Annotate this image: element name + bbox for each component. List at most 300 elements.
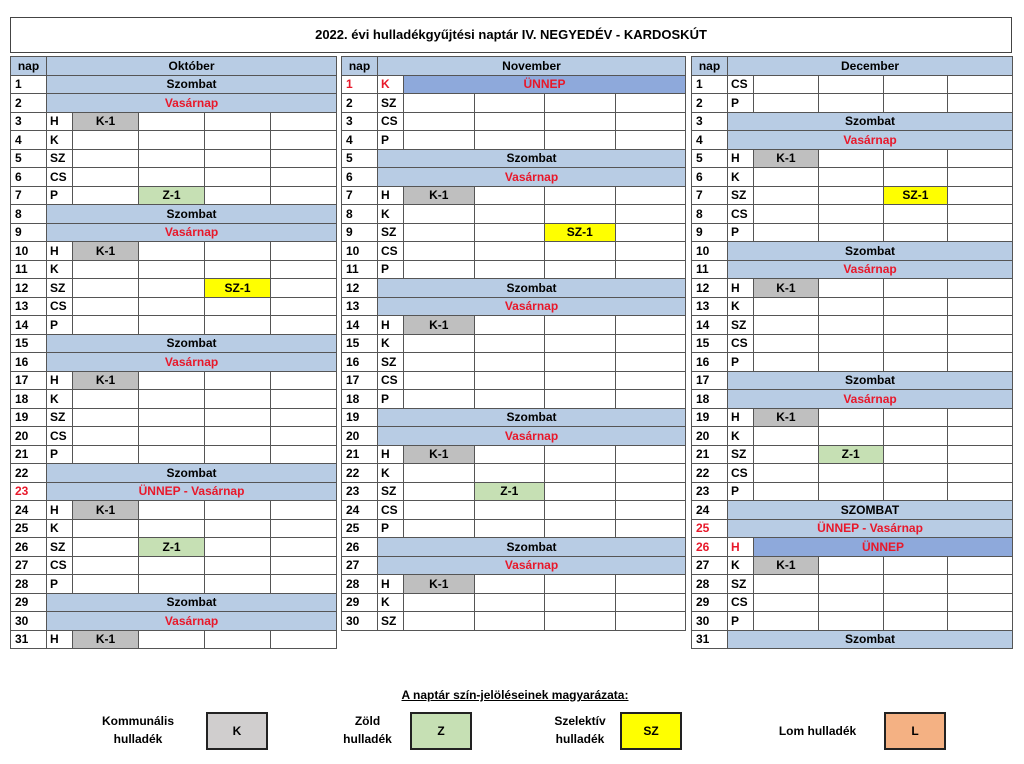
day-row: [342, 445, 686, 464]
empty-cell: [73, 556, 139, 575]
weekday-code: SZ: [378, 482, 404, 501]
day-banner: Szombat: [728, 242, 1013, 261]
collection-z: Z-1: [139, 538, 205, 557]
day-row: [342, 149, 686, 168]
day-number: 5: [11, 149, 47, 168]
day-row: [342, 205, 686, 224]
empty-cell: [73, 149, 139, 168]
month-name: November: [378, 57, 686, 76]
day-row: [342, 353, 686, 372]
day-row: [692, 501, 1013, 520]
day-number: 30: [692, 612, 728, 631]
empty-cell: [271, 168, 337, 187]
day-number: 19: [11, 408, 47, 427]
empty-cell: [754, 94, 819, 113]
empty-cell: [545, 112, 616, 131]
day-number: 29: [342, 593, 378, 612]
empty-cell: [271, 501, 337, 520]
day-row: [692, 149, 1013, 168]
empty-cell: [73, 260, 139, 279]
empty-cell: [615, 353, 686, 372]
legend-label-line: Zöld: [354, 714, 381, 728]
day-row: [692, 538, 1013, 557]
empty-cell: [818, 149, 883, 168]
empty-cell: [883, 316, 948, 335]
empty-cell: [545, 186, 616, 205]
header-nap: nap: [11, 57, 47, 76]
day-number: 6: [11, 168, 47, 187]
day-row: [11, 501, 337, 520]
empty-cell: [948, 575, 1013, 594]
day-number: 14: [342, 316, 378, 335]
empty-cell: [615, 186, 686, 205]
empty-cell: [615, 260, 686, 279]
day-banner: Szombat: [47, 75, 337, 94]
day-row: [692, 186, 1013, 205]
weekday-code: H: [728, 408, 754, 427]
empty-cell: [139, 371, 205, 390]
weekday-code: H: [378, 445, 404, 464]
day-banner: Vasárnap: [47, 612, 337, 631]
empty-cell: [545, 575, 616, 594]
empty-cell: [474, 112, 545, 131]
empty-cell: [73, 168, 139, 187]
empty-cell: [883, 223, 948, 242]
weekday-code: K: [47, 260, 73, 279]
day-number: 16: [692, 353, 728, 372]
day-number: 23: [692, 482, 728, 501]
empty-cell: [271, 149, 337, 168]
weekday-code: H: [47, 630, 73, 649]
empty-cell: [615, 501, 686, 520]
day-row: [692, 112, 1013, 131]
day-number: 25: [692, 519, 728, 538]
day-number: 18: [11, 390, 47, 409]
weekday-code: K: [378, 464, 404, 483]
empty-cell: [404, 482, 475, 501]
day-number: 28: [342, 575, 378, 594]
day-row: [11, 593, 337, 612]
empty-cell: [139, 260, 205, 279]
empty-cell: [883, 593, 948, 612]
day-number: 27: [692, 556, 728, 575]
day-banner: Szombat: [47, 593, 337, 612]
empty-cell: [205, 556, 271, 575]
day-number: 17: [692, 371, 728, 390]
weekday-code: CS: [378, 501, 404, 520]
empty-cell: [883, 279, 948, 298]
empty-cell: [615, 334, 686, 353]
empty-cell: [818, 593, 883, 612]
empty-cell: [818, 94, 883, 113]
weekday-code: SZ: [378, 223, 404, 242]
page-title: 2022. évi hulladékgyűjtési naptár IV. NEGYEDÉV - KARDOSKÚT: [315, 27, 707, 42]
day-number: 19: [692, 408, 728, 427]
empty-cell: [754, 223, 819, 242]
empty-cell: [754, 593, 819, 612]
empty-cell: [545, 593, 616, 612]
day-row: [11, 353, 337, 372]
empty-cell: [754, 205, 819, 224]
empty-cell: [883, 149, 948, 168]
empty-cell: [271, 408, 337, 427]
empty-cell: [205, 575, 271, 594]
empty-cell: [139, 131, 205, 150]
empty-cell: [754, 297, 819, 316]
weekday-code: SZ: [378, 94, 404, 113]
empty-cell: [271, 556, 337, 575]
day-row: [692, 630, 1013, 649]
empty-cell: [754, 575, 819, 594]
day-number: 9: [11, 223, 47, 242]
day-row: [692, 131, 1013, 150]
day-banner: SZOMBAT: [728, 501, 1013, 520]
empty-cell: [615, 316, 686, 335]
day-number: 2: [692, 94, 728, 113]
day-row: [692, 279, 1013, 298]
empty-cell: [818, 464, 883, 483]
weekday-code: H: [47, 112, 73, 131]
weekday-code: CS: [378, 371, 404, 390]
day-number: 20: [692, 427, 728, 446]
empty-cell: [404, 94, 475, 113]
empty-cell: [404, 334, 475, 353]
empty-cell: [139, 501, 205, 520]
day-row: [11, 427, 337, 446]
day-number: 11: [342, 260, 378, 279]
day-row: [11, 538, 337, 557]
empty-cell: [948, 279, 1013, 298]
day-row: [342, 593, 686, 612]
weekday-code: P: [378, 260, 404, 279]
empty-cell: [474, 464, 545, 483]
collection-k: K-1: [754, 279, 819, 298]
empty-cell: [754, 353, 819, 372]
empty-cell: [205, 297, 271, 316]
weekday-code: K: [728, 556, 754, 575]
weekday-code: P: [47, 316, 73, 335]
day-row: [692, 297, 1013, 316]
empty-cell: [545, 205, 616, 224]
empty-cell: [818, 297, 883, 316]
empty-cell: [271, 297, 337, 316]
empty-cell: [545, 94, 616, 113]
weekday-code: H: [378, 186, 404, 205]
empty-cell: [474, 519, 545, 538]
weekday-code: CS: [47, 297, 73, 316]
empty-cell: [545, 519, 616, 538]
empty-cell: [883, 205, 948, 224]
day-row: [342, 408, 686, 427]
day-number: 5: [342, 149, 378, 168]
day-row: [342, 94, 686, 113]
day-row: [342, 538, 686, 557]
collection-k: K-1: [404, 186, 475, 205]
day-row: [342, 519, 686, 538]
day-row: [342, 279, 686, 298]
empty-cell: [948, 334, 1013, 353]
empty-cell: [404, 390, 475, 409]
empty-cell: [754, 464, 819, 483]
empty-cell: [948, 593, 1013, 612]
day-number: 20: [11, 427, 47, 446]
day-number: 26: [692, 538, 728, 557]
day-row: [342, 223, 686, 242]
empty-cell: [474, 316, 545, 335]
day-row: [342, 242, 686, 261]
day-number: 22: [692, 464, 728, 483]
day-banner: Szombat: [47, 464, 337, 483]
holiday-cell: ÜNNEP: [754, 538, 1013, 557]
day-number: 8: [342, 205, 378, 224]
day-row: [692, 556, 1013, 575]
empty-cell: [404, 112, 475, 131]
day-row: [692, 205, 1013, 224]
day-row: [692, 168, 1013, 187]
empty-cell: [948, 316, 1013, 335]
day-row: [692, 593, 1013, 612]
empty-cell: [948, 205, 1013, 224]
day-banner: Szombat: [378, 279, 686, 298]
empty-cell: [948, 149, 1013, 168]
empty-cell: [818, 556, 883, 575]
empty-cell: [754, 334, 819, 353]
day-banner: Vasárnap: [47, 223, 337, 242]
weekday-code: H: [728, 538, 754, 557]
empty-cell: [818, 482, 883, 501]
day-number: 19: [342, 408, 378, 427]
empty-cell: [883, 297, 948, 316]
day-row: [692, 223, 1013, 242]
empty-cell: [271, 538, 337, 557]
collection-sz: SZ-1: [205, 279, 271, 298]
weekday-code: K: [47, 519, 73, 538]
legend-label-line: Kommunális: [101, 714, 174, 728]
legend-label-lom: Lom hulladék: [778, 724, 857, 738]
day-row: [11, 94, 337, 113]
empty-cell: [73, 445, 139, 464]
empty-cell: [545, 482, 616, 501]
empty-cell: [139, 556, 205, 575]
weekday-code: H: [378, 575, 404, 594]
day-row: [692, 464, 1013, 483]
empty-cell: [205, 519, 271, 538]
empty-cell: [818, 205, 883, 224]
day-number: 1: [342, 75, 378, 94]
empty-cell: [271, 427, 337, 446]
day-number: 7: [342, 186, 378, 205]
day-row: [342, 556, 686, 575]
empty-cell: [818, 186, 883, 205]
empty-cell: [205, 168, 271, 187]
day-number: 25: [11, 519, 47, 538]
month-table-1: [341, 56, 686, 631]
day-banner: Szombat: [728, 630, 1013, 649]
weekday-code: SZ: [728, 186, 754, 205]
weekday-code: CS: [47, 168, 73, 187]
empty-cell: [205, 408, 271, 427]
empty-cell: [474, 334, 545, 353]
empty-cell: [615, 131, 686, 150]
weekday-code: SZ: [47, 408, 73, 427]
day-number: 12: [692, 279, 728, 298]
empty-cell: [615, 112, 686, 131]
day-row: [342, 482, 686, 501]
day-row: [342, 186, 686, 205]
day-row: [692, 482, 1013, 501]
empty-cell: [754, 186, 819, 205]
legend-label-kommunalis: [88, 712, 188, 748]
empty-cell: [948, 223, 1013, 242]
empty-cell: [754, 168, 819, 187]
collection-k: K-1: [754, 149, 819, 168]
day-number: 21: [342, 445, 378, 464]
empty-cell: [615, 464, 686, 483]
empty-cell: [754, 612, 819, 631]
empty-cell: [883, 334, 948, 353]
day-banner: ÜNNEP - Vasárnap: [47, 482, 337, 501]
day-number: 10: [11, 242, 47, 261]
weekday-code: CS: [728, 464, 754, 483]
empty-cell: [271, 131, 337, 150]
collection-k: K-1: [404, 445, 475, 464]
empty-cell: [474, 501, 545, 520]
day-banner: Szombat: [47, 205, 337, 224]
weekday-code: K: [47, 131, 73, 150]
collection-z: Z-1: [139, 186, 205, 205]
empty-cell: [545, 612, 616, 631]
empty-cell: [271, 371, 337, 390]
empty-cell: [615, 445, 686, 464]
empty-cell: [948, 353, 1013, 372]
empty-cell: [73, 297, 139, 316]
empty-cell: [139, 112, 205, 131]
day-row: [11, 260, 337, 279]
day-number: 22: [11, 464, 47, 483]
day-row: [692, 334, 1013, 353]
empty-cell: [139, 297, 205, 316]
legend-box-k: K: [206, 712, 268, 750]
day-number: 16: [11, 353, 47, 372]
day-number: 12: [342, 279, 378, 298]
legend-label-line: hulladék: [343, 732, 392, 746]
collection-sz: SZ-1: [545, 223, 616, 242]
day-number: 15: [11, 334, 47, 353]
legend-label-line: Szelektív: [554, 714, 606, 728]
empty-cell: [205, 427, 271, 446]
empty-cell: [948, 408, 1013, 427]
day-number: 9: [692, 223, 728, 242]
day-number: 31: [11, 630, 47, 649]
day-number: 1: [692, 75, 728, 94]
day-banner: Szombat: [47, 334, 337, 353]
empty-cell: [615, 390, 686, 409]
empty-cell: [205, 538, 271, 557]
empty-cell: [271, 112, 337, 131]
empty-cell: [615, 94, 686, 113]
weekday-code: P: [728, 223, 754, 242]
empty-cell: [545, 464, 616, 483]
empty-cell: [754, 427, 819, 446]
weekday-code: K: [728, 427, 754, 446]
day-row: [11, 168, 337, 187]
empty-cell: [615, 371, 686, 390]
empty-cell: [615, 612, 686, 631]
empty-cell: [948, 612, 1013, 631]
empty-cell: [474, 593, 545, 612]
empty-cell: [545, 131, 616, 150]
empty-cell: [205, 445, 271, 464]
weekday-code: H: [728, 149, 754, 168]
empty-cell: [205, 501, 271, 520]
empty-cell: [615, 593, 686, 612]
empty-cell: [205, 242, 271, 261]
weekday-code: H: [47, 501, 73, 520]
day-number: 15: [342, 334, 378, 353]
collection-z: Z-1: [474, 482, 545, 501]
empty-cell: [404, 205, 475, 224]
empty-cell: [474, 94, 545, 113]
empty-cell: [404, 593, 475, 612]
empty-cell: [883, 94, 948, 113]
weekday-code: CS: [728, 75, 754, 94]
empty-cell: [205, 260, 271, 279]
empty-cell: [883, 427, 948, 446]
day-number: 16: [342, 353, 378, 372]
empty-cell: [73, 519, 139, 538]
day-banner: Szombat: [728, 371, 1013, 390]
day-number: 13: [11, 297, 47, 316]
empty-cell: [883, 575, 948, 594]
weekday-code: CS: [47, 427, 73, 446]
day-row: [692, 75, 1013, 94]
day-row: [342, 316, 686, 335]
day-row: [11, 556, 337, 575]
empty-cell: [948, 464, 1013, 483]
empty-cell: [948, 94, 1013, 113]
empty-cell: [818, 168, 883, 187]
day-row: [11, 482, 337, 501]
empty-cell: [948, 168, 1013, 187]
day-number: 28: [692, 575, 728, 594]
weekday-code: SZ: [47, 149, 73, 168]
weekday-code: K: [728, 297, 754, 316]
day-row: [692, 427, 1013, 446]
day-banner: Vasárnap: [728, 131, 1013, 150]
empty-cell: [404, 464, 475, 483]
day-number: 23: [342, 482, 378, 501]
empty-cell: [948, 75, 1013, 94]
collection-sz: SZ-1: [883, 186, 948, 205]
legend-box-sz: SZ: [620, 712, 682, 750]
header-nap: nap: [692, 57, 728, 76]
day-number: 29: [692, 593, 728, 612]
day-number: 17: [11, 371, 47, 390]
day-number: 3: [342, 112, 378, 131]
day-number: 21: [692, 445, 728, 464]
day-row: [692, 390, 1013, 409]
day-number: 30: [342, 612, 378, 631]
empty-cell: [818, 316, 883, 335]
empty-cell: [139, 390, 205, 409]
day-row: [11, 149, 337, 168]
day-number: 26: [11, 538, 47, 557]
empty-cell: [818, 575, 883, 594]
weekday-code: P: [47, 445, 73, 464]
weekday-code: CS: [378, 112, 404, 131]
empty-cell: [545, 316, 616, 335]
day-banner: ÜNNEP - Vasárnap: [728, 519, 1013, 538]
